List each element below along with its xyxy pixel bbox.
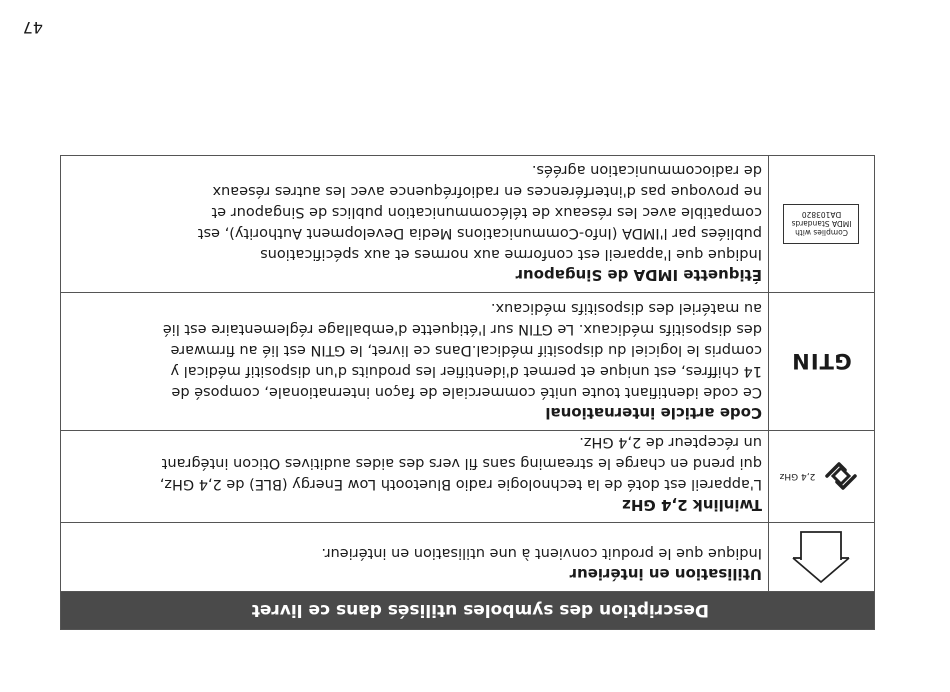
symbol-cell bbox=[768, 293, 874, 430]
symbol-cell bbox=[768, 156, 874, 292]
table-row bbox=[61, 523, 874, 592]
row-text: Indique que le produit convient à une utilisation en intérieur. bbox=[321, 545, 762, 561]
symbols-table bbox=[60, 155, 875, 630]
row-text: Ce code identifiant toute unité commerciale de façon internationale, composé de 14 chiffres, est unique et permet d'identifier les produits d'un dispositif médical y compris le logiciel du dispositif médical.Dans ce livret, le GTIN est lié au firmware des dispositifs médicaux. Le GTIN sur l'étiquette d'emballage réglementaire est lié au matériel des dispositifs médicaux. bbox=[162, 300, 762, 400]
imda-line: IMDA Standards bbox=[791, 219, 852, 229]
row-heading: Twinlink 2,4 GHz bbox=[622, 496, 762, 514]
icon-label: 2,4 GHz bbox=[779, 471, 816, 482]
imda-line: DA103820 bbox=[801, 210, 842, 220]
row-heading: Utilisation en intérieur bbox=[569, 565, 762, 583]
gtin-symbol: GTIN bbox=[791, 349, 852, 374]
table-row bbox=[61, 431, 874, 523]
page-number: 47 bbox=[22, 18, 43, 37]
symbol-cell bbox=[768, 523, 874, 591]
row-heading: Étiquette IMDA de Singapour bbox=[515, 266, 762, 284]
row-text: L'appareil est doté de la technologie radio Bluetooth Low Energy (BLE) de 2,4 GHz, qui prend en charge le streaming sans fil vers des aides auditives Oticon intégrant un récepteur de 2,4 GHz. bbox=[159, 434, 762, 492]
table-title: Description des symboles utilisés dans ce livret bbox=[61, 592, 874, 629]
house-outline-icon bbox=[790, 528, 854, 586]
row-heading: Code article international bbox=[545, 404, 762, 422]
row-text: Indique que l'appareil est conforme aux normes et aux spécifications publiées par l'IMDA (Info-Communications Media Development Authority), est compatible avec les réseaux de télécommunication publics de Singapour et ne provoque pas d'interférences en radiofréquence avec les autres réseaux de radiocommunication agréés. bbox=[197, 162, 762, 262]
symbol-cell bbox=[768, 431, 874, 522]
imda-line: Complies with bbox=[795, 228, 848, 238]
table-row bbox=[61, 293, 874, 431]
table-row bbox=[61, 156, 874, 293]
imda-label-icon bbox=[784, 204, 860, 244]
twinlink-icon bbox=[819, 457, 863, 497]
